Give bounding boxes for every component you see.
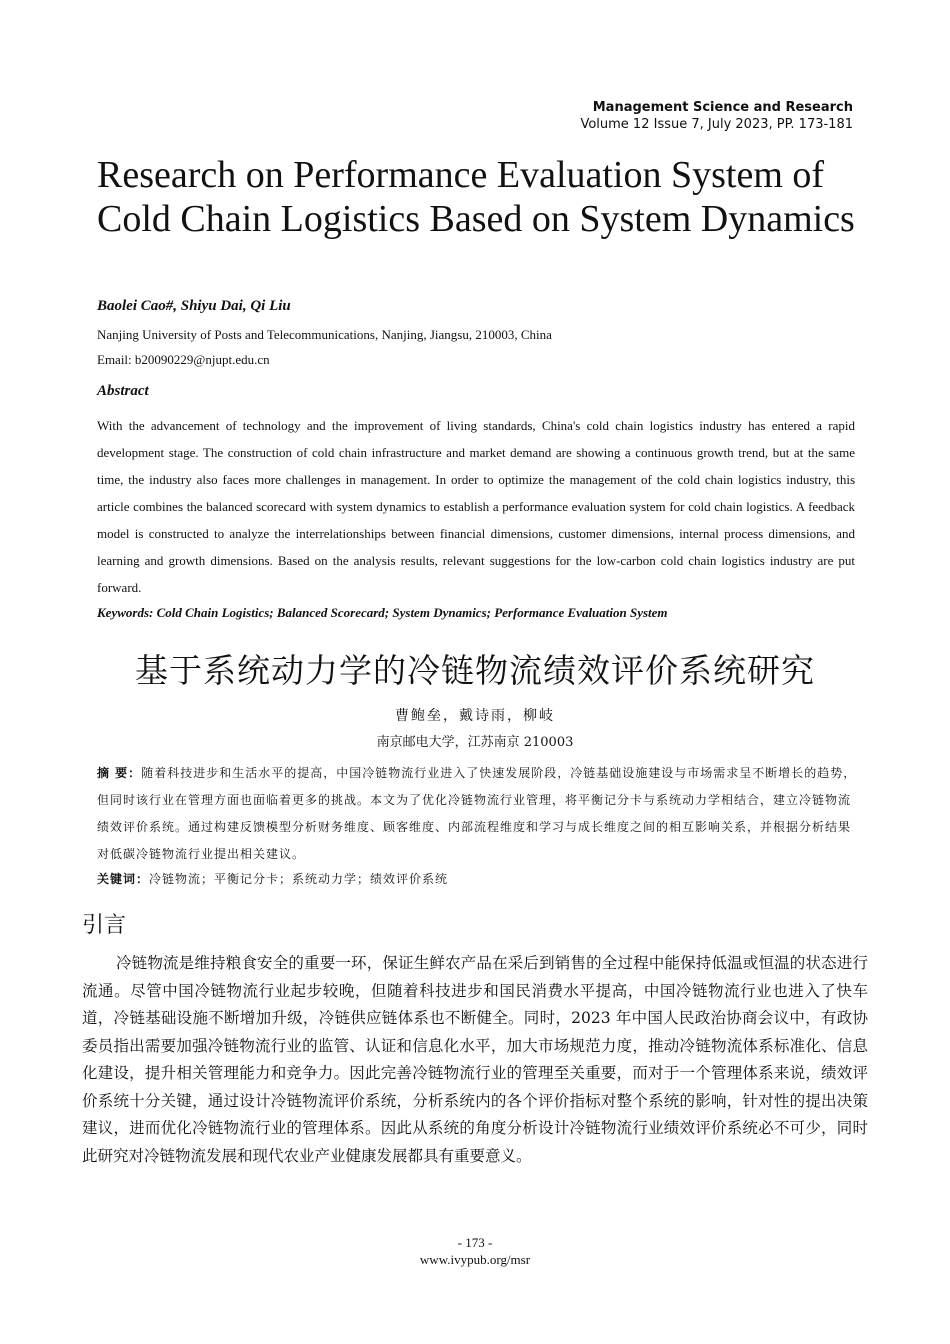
paper-title-en: Research on Performance Evaluation System of Cold Chain Logistics Based on System Dynamics bbox=[97, 154, 855, 240]
section-title-intro: 引言 bbox=[82, 913, 127, 938]
email: Email: b20090229@njupt.edu.cn bbox=[97, 352, 270, 367]
affiliation-cn: 南京邮电大学，江苏南京 210003 bbox=[376, 735, 574, 750]
page-number: - 173 - bbox=[457, 1235, 493, 1250]
keywords-cn-text: 冷链物流；平衡记分卡；系统动力学；绩效评价系统 bbox=[149, 872, 449, 886]
authors-en: Baolei Cao#, Shiyu Dai, Qi Liu bbox=[97, 298, 291, 314]
paper-title-cn: 基于系统动力学的冷链物流绩效评价系统研究 bbox=[135, 651, 815, 690]
journal-header bbox=[580, 99, 853, 133]
abstract-en: With the advancement of technology and the improvement of living standards, China's cold chain logistics industry has entered a rapid development stage. The construction of cold chain infrastructure and market demand are showing a continuous growth trend, but at the same time, the industry also faces more challenges in management. In order to optimize the management of the cold chain logistics industry, this article combines the balanced scorecard with system dynamics to establish a performance evaluation system for cold chain logistics. A feedback model is constructed to analyze the interrelationships between financial dimensions, customer dimensions, internal process dimensions, and learning and growth dimensions. Based on the analysis results, relevant suggestions for the low-carbon cold chain logistics industry are put forward. bbox=[97, 418, 855, 595]
keywords-cn-label: 关键词： bbox=[97, 872, 150, 886]
abstract-cn bbox=[97, 760, 857, 868]
abstract-cn-text: 随着科技进步和生活水平的提高，中国冷链物流行业进入了快速发展阶段，冷链基础设施建设与市场需求呈不断增长的趋势，但同时该行业在管理方面也面临着更多的挑战。本文为了优化冷链物流行业管理，将平衡记分卡与系统动力学相结合，建立冷链物流绩效评价系统。通过构建反馈模型分析财务维度、顾客维度、内部流程维度和学习与成长维度之间的相互影响关系，并根据分析结果对低碳冷链物流行业提出相关建议。 bbox=[97, 766, 857, 861]
keywords-cn bbox=[97, 870, 448, 887]
journal-issue: Volume 12 Issue 7, July 2023, PP. 173-181 bbox=[580, 117, 853, 132]
affiliation-en: Nanjing University of Posts and Telecommunications, Nanjing, Jiangsu, 210003, China bbox=[97, 327, 552, 342]
abstract-heading: Abstract bbox=[97, 383, 149, 399]
intro-paragraph: 冷链物流是维持粮食安全的重要一环，保证生鲜农产品在采后到销售的全过程中能保持低温或恒温的状态进行流通。尽管中国冷链物流行业起步较晚，但随着科技进步和国民消费水平提高，中国冷链物流行业也进入了快车道，冷链基础设施不断增加升级，冷链供应链体系也不断健全。同时，2023 年中国人民政治协商会议中，有政协委员指出需要加强冷链物流行业的监管、认证和信息化水平，加大市场规范力度，推动冷链物流体系标准化、信息化建设，提升相关管理能力和竞争力。因此完善冷链物流行业的管理至关重要，而对于一个管理体系来说，绩效评价系统十分关键，通过设计冷链物流评价系统，分析系统内的各个评价指标对整个系统的影响，针对性的提出决策建议，进而优化冷链物流行业的管理体系。因此从系统的角度分析设计冷链物流行业绩效评价系统必不可少，同时此研究对冷链物流发展和现代农业产业健康发展都具有重要意义。 bbox=[82, 954, 868, 1165]
journal-name: Management Science and Research bbox=[592, 100, 853, 115]
abstract-cn-label: 摘 要： bbox=[97, 766, 142, 780]
website-link[interactable]: www.ivypub.org/msr bbox=[419, 1252, 531, 1267]
keywords-en: Keywords: Cold Chain Logistics; Balanced Scorecard; System Dynamics; Performance Evaluation System bbox=[97, 605, 668, 620]
authors-cn: 曹鲍垒，戴诗雨，柳岐 bbox=[395, 708, 555, 724]
